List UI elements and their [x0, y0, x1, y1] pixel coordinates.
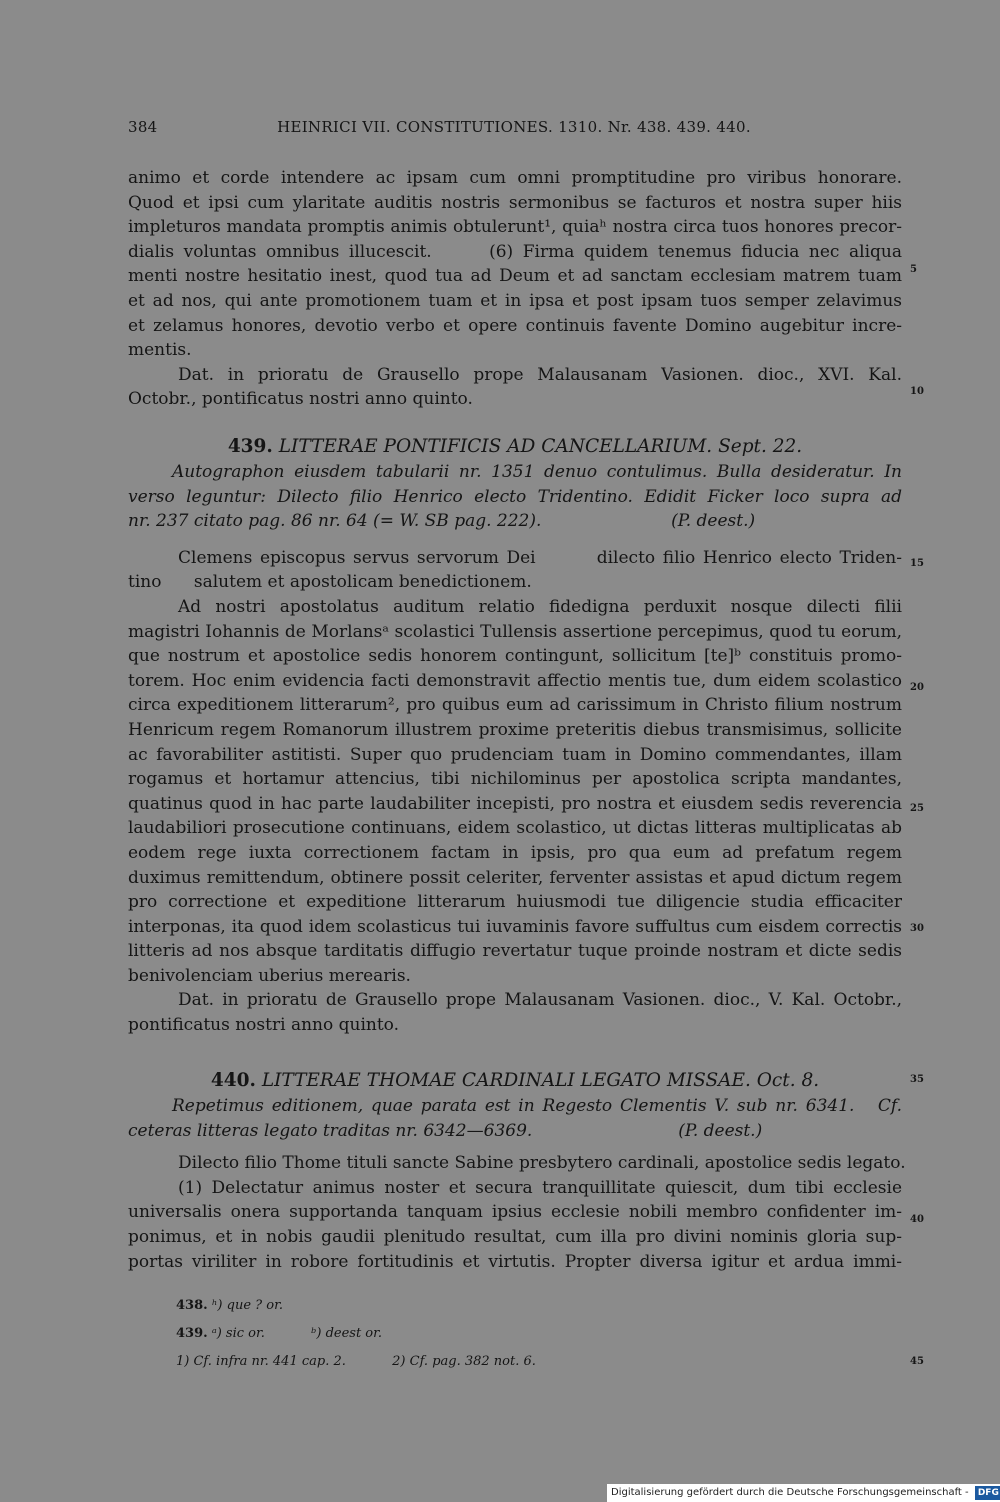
text-line: et ad nos, qui ante promotionem tuam et in ipsa et post ipsam tuos semper zelavimus: [128, 290, 902, 311]
editorial-note: nr. 237 citato pag. 86 nr. 64 (= W. SB pag. 222). (P. deest.): [128, 511, 756, 532]
text-line: (1) Delectatur animus noster et secura tranquillitate quiescit, dum tibi ecclesie: [178, 1177, 902, 1198]
margin-line-number: 35: [910, 1074, 924, 1085]
footnote-text: 1) Cf. infra nr. 441 cap. 2.: [176, 1354, 346, 1369]
text-line: dialis voluntas omnibus illucescit. (6) Firma quidem tenemus fiducia nec aliqua: [128, 241, 902, 262]
title-text: LITTERAE PONTIFICIS AD CANCELLARIUM.: [278, 436, 713, 457]
margin-line-number: 20: [910, 682, 924, 693]
text-line: mentis.: [128, 340, 192, 361]
margin-line-number: 25: [910, 803, 924, 814]
text-line: Quod et ipsi cum ylaritate auditis nostris sermonibus se facturos et nostra super hiis: [128, 192, 902, 213]
margin-line-number: 5: [910, 264, 917, 275]
text-block-438-continuation: [128, 166, 902, 412]
text-line: magistri Iohannis de Morlansᵃ scolastici Tullensis assertione percepimus, quod tu eorum,: [128, 621, 902, 642]
margin-line-number: 40: [910, 1214, 924, 1225]
footnote-text: 2) Cf. pag. 382 not. 6.: [392, 1354, 536, 1369]
footnote-notes: [176, 1348, 876, 1376]
text-line: duximus remittendum, obtinere possit celeriter, ferventer assistas et apud dictum regem: [128, 867, 902, 888]
text-line: Ad nostri apostolatus auditum relatio fidedigna perduxit nosque dilecti filii: [178, 596, 902, 617]
dating-line: pontificatus nostri anno quinto.: [128, 1015, 400, 1036]
text-line: rogamus et hortamur attencius, tibi nichilominus per apostolica scripta mandantes,: [128, 769, 902, 790]
dfg-logo: DFG: [975, 1486, 1000, 1500]
document-title: [128, 1068, 902, 1094]
dfg-credit-banner: [607, 1484, 1000, 1502]
text-line: circa expeditionem litterarum², pro quibus eum ad carissimum in Christo filium nostrum: [128, 695, 902, 716]
margin-line-number: 15: [910, 558, 924, 569]
text-line: menti nostre hesitatio inest, quod tua ad Deum et ad sanctam ecclesiam matrem tuam: [128, 266, 902, 287]
dating-line: Dat. in prioratu de Grausello prope Malausanam Vasionen. dioc., XVI. Kal.: [178, 364, 902, 385]
footnote-438: [176, 1292, 876, 1320]
footnote-text: ʰ) que ? or.: [211, 1298, 284, 1313]
document-title: [128, 434, 902, 460]
address-line: Dilecto filio Thome tituli sancte Sabine presbytero cardinali, apostolice sedis legato.: [178, 1153, 906, 1174]
editorial-note: ceteras litteras legato traditas nr. 6342—6369. (P. deest.): [128, 1120, 763, 1141]
text-line: ponimus, et in nobis gaudii plenitudo resultat, cum illa pro divini nominis gloria sup-: [128, 1226, 902, 1247]
text-line: ac favorabiliter astitisti. Super quo prudenciam tuam in Domino commendantes, illam: [128, 744, 902, 765]
running-header: [128, 118, 900, 142]
editorial-note: Repetimus editionem, quae parata est in Regesto Clementis V. sub nr. 6341. Cf.: [172, 1096, 902, 1116]
footnote-text: ᵇ) deest or.: [311, 1326, 383, 1341]
text-line: interponas, ita quod idem scolasticus tui iuvaminis favore suffultus cum eisdem correctis: [128, 916, 902, 937]
text-line: quatinus quod in hac parte laudabiliter incepisti, pro nostra et eiusdem sedis reverencia: [128, 793, 902, 814]
margin-line-number: 10: [910, 386, 924, 397]
dating-line: Octobr., pontificatus nostri anno quinto.: [128, 389, 473, 410]
text-line: universalis onera supportanda tanquam ipsius ecclesie nobili membro confidenter im-: [128, 1202, 902, 1223]
footnote-number: 439.: [176, 1326, 208, 1341]
margin-line-number: 30: [910, 923, 924, 934]
running-title: HEINRICI VII. CONSTITUTIONES. 1310. Nr. 438. 439. 440.: [277, 118, 751, 136]
title-text: LITTERAE THOMAE CARDINALI LEGATO MISSAE.: [261, 1070, 751, 1091]
text-line: impleturos mandata promptis animis obtulerunt¹, quiaʰ nostra circa tuos honores precor-: [128, 217, 902, 238]
title-date: Oct. 8.: [756, 1070, 820, 1091]
dfg-credit-text: Digitalisierung gefördert durch die Deutsche Forschungsgemeinschaft -: [611, 1487, 969, 1498]
text-line: torem. Hoc enim evidencia facti demonstravit affectio mentis tue, dum eidem scolastico: [128, 670, 902, 691]
salutation-line: Clemens episcopus servus servorum Dei dilecto filio Henrico electo Triden-: [178, 547, 902, 568]
document-439: [128, 434, 902, 1038]
editorial-note: Autographon eiusdem tabularii nr. 1351 denuo contulimus. Bulla desideratur. In: [172, 462, 902, 482]
text-line: benivolenciam uberius merearis.: [128, 965, 411, 986]
margin-line-number: 45: [910, 1356, 924, 1367]
document-number: 439.: [227, 436, 273, 457]
page-number: 384: [128, 118, 158, 136]
dating-line: Dat. in prioratu de Grausello prope Malausanam Vasionen. dioc., V. Kal. Octobr.,: [178, 990, 902, 1011]
footnote-text: ᵃ) sic or.: [211, 1326, 265, 1341]
footnote-number: 438.: [176, 1298, 208, 1313]
editorial-note: verso leguntur: Dilecto filio Henrico electo Tridentino. Edidit Ficker loco supra ad: [128, 486, 902, 507]
text-line: litteris ad nos absque tarditatis diffugio revertatur tuque proinde nostram et dicte sedis: [128, 941, 902, 962]
document-number: 440.: [210, 1070, 256, 1091]
document-440: [128, 1068, 906, 1274]
text-line: et zelamus honores, devotio verbo et opere continuis favente Domino augebitur incre-: [128, 315, 902, 336]
title-date: Sept. 22.: [718, 436, 803, 457]
text-line: laudabiliori prosecutione continuans, eidem scolastico, ut dictas litteras multiplicatas ab: [128, 818, 902, 839]
text-line: Henricum regem Romanorum illustrem proxime preteritis diebus transmisimus, sollicite: [128, 719, 902, 740]
text-line: pro correctione et expeditione litterarum huiusmodi tue diligencie studia efficaciter: [128, 892, 902, 913]
text-line: que nostrum et apostolice sedis honorem contingunt, sollicitum [te]ᵇ constituis promo-: [128, 646, 902, 667]
text-line: animo et corde intendere ac ipsam cum omni promptitudine pro viribus honorare.: [128, 168, 902, 188]
text-line: portas viriliter in robore fortitudinis et virtutis. Propter diversa igitur et ardua immi-: [128, 1251, 902, 1272]
footnote-439: [176, 1320, 876, 1348]
footnotes: [176, 1292, 876, 1376]
salutation-line: tino salutem et apostolicam benedictionem.: [128, 572, 532, 593]
text-line: eodem rege iuxta correctionem factam in ipsis, pro qua eum ad prefatum regem: [128, 842, 902, 863]
